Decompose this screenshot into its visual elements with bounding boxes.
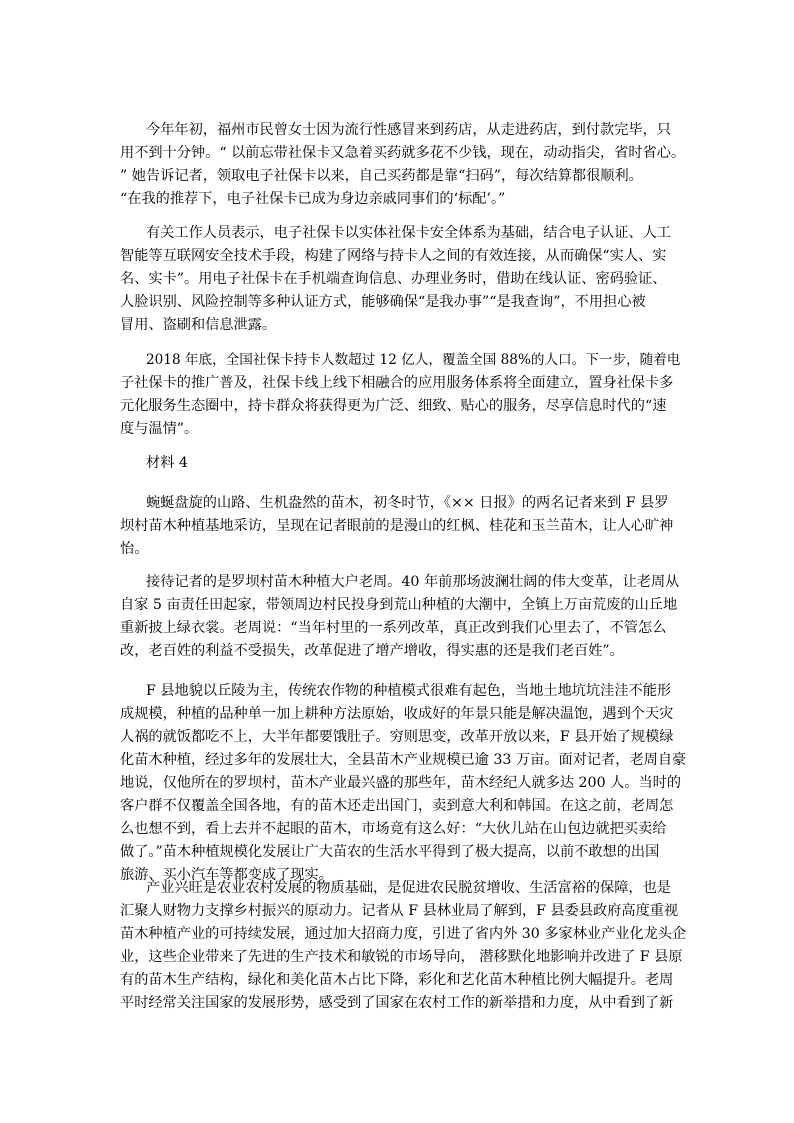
text-line: 智能等互联网安全技术手段，构建了网络与持卡人之间的有效连接，从而确保“实人、实 [120, 248, 667, 264]
material-4-heading [120, 452, 685, 475]
text-line: 今年年初，福州市民曾女士因为流行性感冒来到药店，从走进药店，到付款完毕，只 [146, 122, 671, 138]
paragraph-f-county-terrain [120, 680, 685, 887]
text-line: 苗木种植产业的可持续发展，通过加大招商力度，引进了省内外 30 多家林业产业化龙头企 [120, 926, 687, 942]
text-line: 元化服务生态圈中，持卡群众将获得更为广泛、细致、贴心的服务，尽享信息时代的“速 [120, 398, 667, 414]
text-line: 用不到十分钟。“ 以前忘带社保卡又急着买药就多花不少钱，现在，动动指尖，省时省心。 [120, 145, 686, 161]
text-line: 产业兴旺是农业农村发展的物质基础，是促进农民脱贫增收、生活富裕的保障，也是 [146, 880, 671, 896]
text-line: 子社保卡的推广普及，社保卡线上线下相融合的应用服务体系将全面建立，置身社保卡多 [120, 375, 674, 391]
text-line: 冒用、盗刷和信息泄露。 [120, 317, 277, 333]
text-line: 2018 年底，全国社保卡持卡人数超过 12 亿人，覆盖全国 88%的人口。下一步，随着电 [146, 352, 681, 368]
text-line: 地说，仅他所在的罗坝村，苗木产业最兴盛的那些年，苗木经纪人就多达 200 人。当时的 [120, 775, 682, 791]
text-line: 有的苗木生产结构，绿化和美化苗木占比下降，彩化和艺化苗木种植比例大幅提升。老周 [120, 972, 674, 988]
text-line: 名、实卡”。用电子社保卡在手机端查询信息、办理业务时，借助在线认证、密码验证、 [120, 271, 667, 287]
text-line: “在我的推荐下，电子社保卡已成为身边亲戚同事们的‘标配’。” [120, 191, 506, 207]
text-line: 成规模，种植的品种单一加上耕种方法原始，收成好的年景只能是解决温饱，遇到个天灾 [120, 706, 674, 722]
paragraph-lao-zhou [120, 571, 685, 663]
text-line: 人祸的就饭都吃不上，大半年都要饿肚子。穷则思变，改革开放以来，F 县开始了规模绿 [120, 729, 674, 745]
text-line: 自家 5 亩责任田起家，带领周边村民投身到荒山种植的大潮中，全镇上万亩荒废的山丘地 [120, 597, 678, 613]
paragraph-2018-statistics [120, 349, 685, 441]
text-line: 蜿蜒盘旋的山路、生机盎然的苗木，初冬时节，《×× 日报》的两名记者来到 F 县罗 [146, 495, 669, 511]
text-line: 怡。 [120, 541, 149, 557]
paragraph-nursery-visit [120, 492, 685, 561]
text-line: 坝村苗木种植基地采访，呈现在记者眼前的是漫山的红枫、桂花和玉兰苗木，让人心旷神 [120, 518, 674, 534]
paragraph-industry-prosperity [120, 877, 685, 1015]
text-line: 材料 4 [146, 455, 188, 471]
text-line: 旅游、买小汽车等都变成了现实。 [120, 867, 333, 883]
text-line: 接待记者的是罗坝村苗木种植大户老周。40 年前那场波澜壮阔的伟大变革，让老周从 [146, 574, 680, 590]
text-line: 业，这些企业带来了先进的生产技术和敏锐的市场导向， 潜移默化地影响并改进了 F 县原 [120, 949, 683, 965]
paragraph-e-social-card-pharmacy [120, 119, 685, 211]
text-line: 做了。”苗木种植规模化发展让广大苗农的生活水平得到了极大提高，以前不敢想的出国 [120, 844, 660, 860]
paragraph-security-authentication [120, 222, 685, 337]
text-line: 重新披上绿衣裳。老周说：“当年村里的一系列改革，真正改到我们心里去了，不管怎么 [120, 620, 667, 636]
text-line: ” 她告诉记者，领取电子社保卡以来，自己买药都是靠“扫码”，每次结算都很顺利。 [120, 168, 643, 184]
text-line: 么也想不到，看上去并不起眼的苗木，市场竟有这么好：“大伙儿站在山包边就把买卖给 [120, 821, 667, 837]
text-line: 客户群不仅覆盖全国各地，有的苗木还走出国门，卖到意大利和韩国。在这之前，老周怎 [120, 798, 674, 814]
text-line: F 县地貌以丘陵为主，传统农作物的种植模式很难有起色，当地土地坑坑洼洼不能形 [146, 683, 672, 699]
text-line: 化苗木种植，经过多年的发展壮大，全县苗木产业规模已逾 33 万亩。面对记者，老周自豪 [120, 752, 687, 768]
text-line: 改，老百姓的利益不受损失，改革促进了增产增收，得实惠的还是我们老百姓”。 [120, 643, 624, 659]
text-line: 人脸识别、风险控制等多种认证方式，能够确保“是我办事”“是我查询”，不用担心被 [120, 294, 646, 310]
text-line: 度与温情”。 [120, 421, 199, 437]
text-line: 平时经常关注国家的发展形势，感受到了国家在农村工作的新举措和力度，从中看到了新 [120, 995, 674, 1011]
text-line: 汇聚人财物力支撑乡村振兴的原动力。记者从 F 县林业局了解到，F 县委县政府高度重视 [120, 903, 679, 919]
text-line: 有关工作人员表示，电子社保卡以实体社保卡安全体系为基础，结合电子认证、人工 [146, 225, 671, 241]
